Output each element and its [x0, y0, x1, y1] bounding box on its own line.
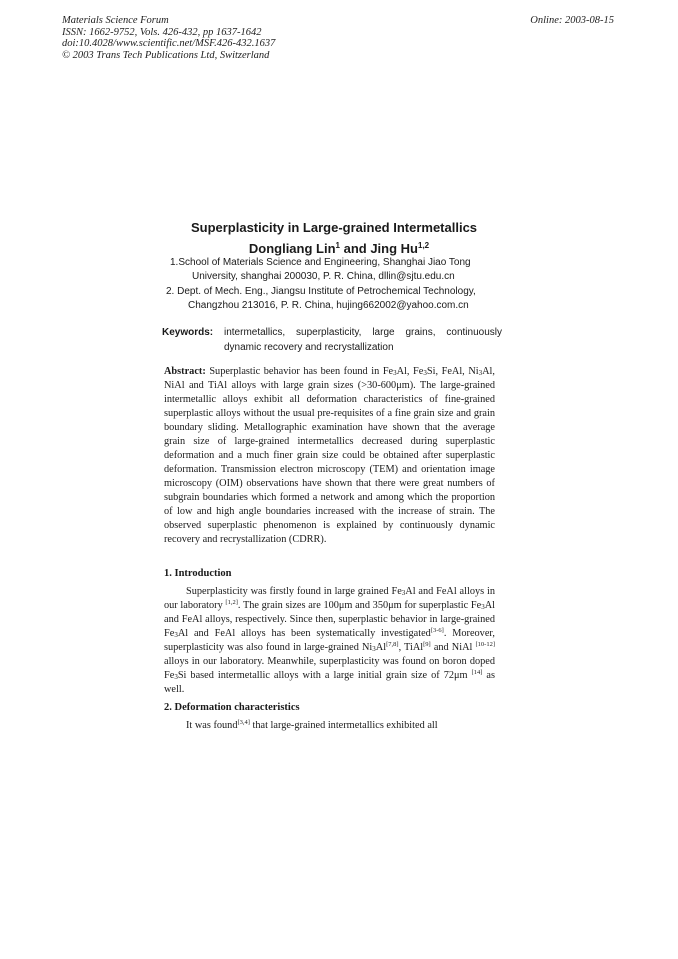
- affiliation-line: Changzhou 213016, P. R. China, hujing662002@yahoo.com.cn: [188, 300, 469, 311]
- subscript: 3: [423, 369, 427, 377]
- citation[interactable]: [14]: [471, 669, 483, 676]
- subscript: 3: [478, 369, 483, 377]
- title-block: [0, 220, 678, 256]
- running-header: [62, 15, 275, 61]
- section-heading: 2. Deformation characteristics: [164, 702, 300, 713]
- citation[interactable]: [9]: [423, 641, 431, 648]
- abstract-label: Abstract:: [164, 366, 206, 377]
- author-name: Dongliang Lin: [248, 241, 336, 256]
- subscript: 3: [372, 645, 376, 653]
- issn-line: ISSN: 1662-9752, Vols. 426-432, pp 1637-1642: [62, 26, 262, 38]
- abstract-text: Superplastic behavior has been found in Fe: [205, 366, 394, 377]
- paper-title: Superplasticity in Large-grained Intermetallics: [190, 220, 478, 235]
- citation[interactable]: [10-12]: [475, 641, 495, 648]
- text-run: , TiAl: [398, 642, 424, 653]
- text-run: and NiAl: [430, 642, 476, 653]
- copyright-line: © 2003 Trans Tech Publications Ltd, Switzerland: [62, 49, 270, 61]
- citation[interactable]: [7,8]: [386, 641, 399, 648]
- text-run: Al and FeAl alloys has been systematically investigated: [177, 628, 431, 639]
- author-list: [0, 241, 678, 256]
- affiliation-1: [170, 256, 471, 284]
- author-affiliation-mark: 1: [335, 241, 340, 250]
- section-heading: 1. Introduction: [164, 568, 232, 579]
- journal-name: Materials Science Forum: [62, 15, 169, 26]
- abstract-text: Al, Fe: [396, 366, 424, 377]
- author-affiliation-mark: 1,2: [418, 241, 430, 250]
- text-run: Al: [375, 642, 387, 653]
- text-run: as well.: [164, 670, 495, 695]
- text-run: Si based intermetallic alloys with a large initial grain size of 72μm: [177, 670, 472, 681]
- doi-line[interactable]: doi:10.4028/www.scientific.net/MSF.426-432.1637: [62, 38, 276, 49]
- author-name: Jing Hu: [370, 241, 418, 256]
- text-run: Al and FeAl alloys, respectively. Since then, superplastic behavior in large-grained Fe: [164, 600, 495, 639]
- affiliation-line: 2. Dept. of Mech. Eng., Jiangsu Institute of Petrochemical Technology,: [166, 286, 476, 297]
- introduction-body: [164, 585, 495, 697]
- online-date: Online: 2003-08-15: [530, 15, 614, 26]
- text-run: that large-grained intermetallics exhibited all: [249, 720, 438, 731]
- citation[interactable]: [1,2]: [225, 599, 238, 606]
- citation[interactable]: [3-6]: [430, 627, 444, 634]
- author-conjunction: and: [339, 241, 371, 256]
- subscript: 3: [393, 369, 397, 377]
- subscript: 3: [401, 589, 406, 597]
- keywords-label: Keywords:: [162, 327, 214, 338]
- affiliation-line: University, shanghai 200030, P. R. China, dllin@sjtu.edu.cn: [192, 271, 455, 282]
- paragraph: [164, 585, 495, 697]
- text-run: alloys in our laboratory. Meanwhile, superplasticity was found on boron doped Fe: [164, 656, 495, 681]
- affiliation-2: [166, 285, 476, 313]
- subscript: 3: [174, 631, 178, 639]
- text-run: Al and FeAl alloys in our laboratory: [164, 586, 495, 611]
- subscript: 3: [481, 603, 485, 611]
- paragraph: [164, 719, 495, 733]
- affiliation-line: 1.School of Materials Science and Engineering, Shanghai Jiao Tong: [170, 257, 471, 268]
- text-run: . The grain sizes are 100μm and 350μm for superplastic Fe: [237, 600, 482, 611]
- deformation-body: [164, 719, 495, 733]
- subscript: 3: [174, 673, 178, 681]
- abstract-text: Al, NiAl and TiAl alloys with large grain sizes (>30-600μm). The large-grained intermetallic alloys exhibit all deformation characteristics of fine-grained superplastic alloys without the usual pre-requisites of a fine grain size and grain boundary sliding. Metallographic examination have shown that the average grain size of large-grained intermetallics decreased during superplastic deformation and a much finer grain size could be obtained after superplastic deformation. Transmission electron microscopy (TEM) and orientation image microscopy (OIM) observations have shown that there were great numbers of subgrain boundaries which formed a network and among which the proportion of low and high angle boundaries increased with the increase of strain. The observed superplastic phenomenon is explained by continuously dynamic recovery and recrystallization (CDRR).: [164, 366, 495, 545]
- text-run: . Moreover, superplasticity was also found in large-grained Ni: [164, 628, 495, 653]
- abstract: [164, 365, 495, 547]
- keywords-text: intermetallics, superplasticity, large grains, continuously dynamic recovery and recrystallization: [224, 327, 502, 353]
- text-run: Superplasticity was firstly found in large grained Fe: [186, 586, 402, 597]
- keywords-block: [162, 325, 502, 355]
- abstract-text: Si, FeAl, Ni: [426, 366, 479, 377]
- citation[interactable]: [3,4]: [237, 719, 250, 726]
- text-run: It was found: [186, 720, 238, 731]
